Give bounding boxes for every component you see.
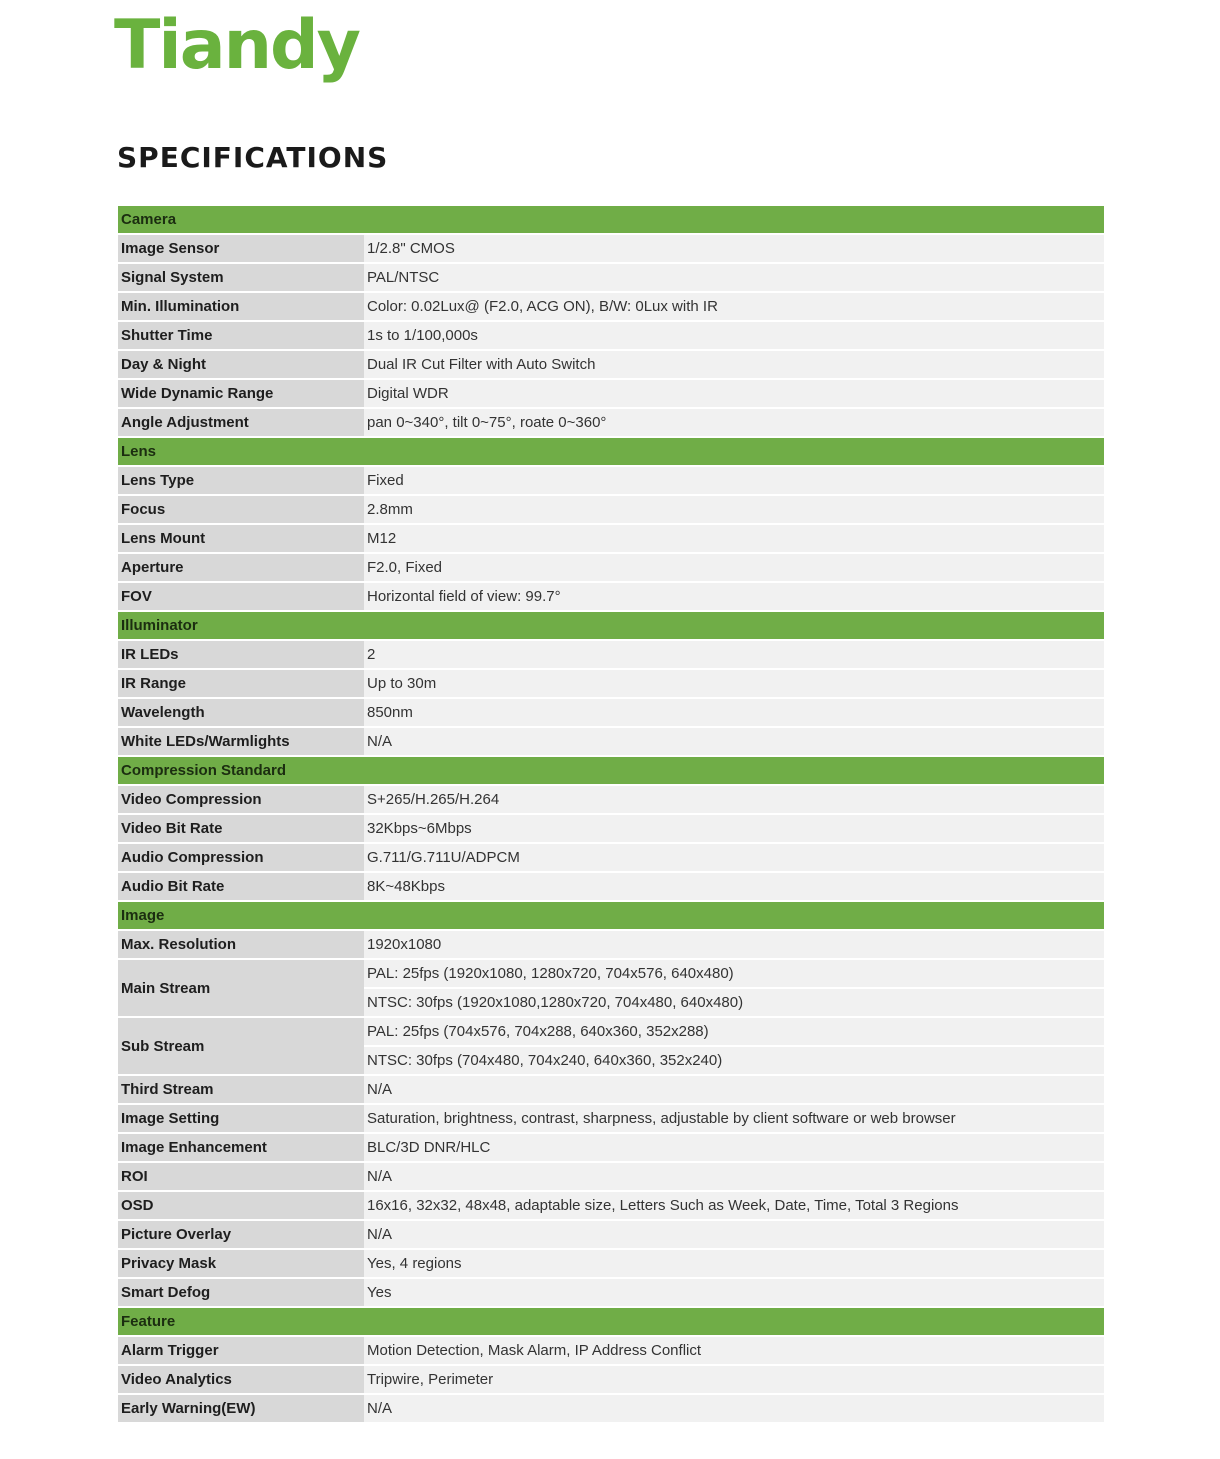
spec-label: Image Enhancement xyxy=(118,1133,364,1162)
spec-value: Up to 30m xyxy=(364,669,1104,698)
section-title: Illuminator xyxy=(118,611,1104,640)
spec-row xyxy=(118,466,1104,495)
spec-label: Day & Night xyxy=(118,350,364,379)
spec-row xyxy=(118,1075,1104,1104)
spec-label: Alarm Trigger xyxy=(118,1336,364,1365)
spec-label: Video Analytics xyxy=(118,1365,364,1394)
spec-label: Video Compression xyxy=(118,785,364,814)
spec-value: 2.8mm xyxy=(364,495,1104,524)
spec-label: Aperture xyxy=(118,553,364,582)
section-title: Compression Standard xyxy=(118,756,1104,785)
spec-value: N/A xyxy=(364,1075,1104,1104)
spec-label: Smart Defog xyxy=(118,1278,364,1307)
spec-row xyxy=(118,524,1104,553)
spec-value: NTSC: 30fps (704x480, 704x240, 640x360, 352x240) xyxy=(364,1046,1104,1075)
spec-row xyxy=(118,930,1104,959)
spec-row xyxy=(118,1191,1104,1220)
spec-value: 850nm xyxy=(364,698,1104,727)
spec-value: N/A xyxy=(364,1220,1104,1249)
section-header xyxy=(118,437,1104,466)
spec-value: 1/2.8" CMOS xyxy=(364,234,1104,263)
spec-value: 16x16, 32x32, 48x48, adaptable size, Letters Such as Week, Date, Time, Total 3 Regions xyxy=(364,1191,1104,1220)
spec-row xyxy=(118,727,1104,756)
spec-row xyxy=(118,1017,1104,1046)
spec-value: 1920x1080 xyxy=(364,930,1104,959)
spec-value: 2 xyxy=(364,640,1104,669)
section-header xyxy=(118,756,1104,785)
spec-row xyxy=(118,1104,1104,1133)
page-title: SPECIFICATIONS xyxy=(117,141,389,174)
spec-row xyxy=(118,1278,1104,1307)
spec-row xyxy=(118,234,1104,263)
spec-label: Shutter Time xyxy=(118,321,364,350)
spec-row xyxy=(118,1394,1104,1423)
spec-label: White LEDs/Warmlights xyxy=(118,727,364,756)
spec-value: pan 0~340°, tilt 0~75°, roate 0~360° xyxy=(364,408,1104,437)
spec-value: Digital WDR xyxy=(364,379,1104,408)
spec-value: PAL/NTSC xyxy=(364,263,1104,292)
spec-label: Audio Compression xyxy=(118,843,364,872)
spec-label: Picture Overlay xyxy=(118,1220,364,1249)
spec-value: Saturation, brightness, contrast, sharpness, adjustable by client software or web browser xyxy=(364,1104,1104,1133)
spec-value: N/A xyxy=(364,1394,1104,1423)
spec-label: Wavelength xyxy=(118,698,364,727)
spec-label: Image Setting xyxy=(118,1104,364,1133)
spec-row xyxy=(118,669,1104,698)
section-header xyxy=(118,206,1104,234)
spec-label: IR Range xyxy=(118,669,364,698)
spec-value: S+265/H.265/H.264 xyxy=(364,785,1104,814)
spec-label: Min. Illumination xyxy=(118,292,364,321)
spec-row xyxy=(118,872,1104,901)
spec-label: IR LEDs xyxy=(118,640,364,669)
spec-value: PAL: 25fps (704x576, 704x288, 640x360, 352x288) xyxy=(364,1017,1104,1046)
spec-label: ROI xyxy=(118,1162,364,1191)
spec-row xyxy=(118,408,1104,437)
spec-value: 1s to 1/100,000s xyxy=(364,321,1104,350)
spec-value: Motion Detection, Mask Alarm, IP Address Conflict xyxy=(364,1336,1104,1365)
spec-label: Audio Bit Rate xyxy=(118,872,364,901)
spec-row xyxy=(118,785,1104,814)
spec-row xyxy=(118,1220,1104,1249)
spec-value: N/A xyxy=(364,1162,1104,1191)
spec-value: Dual IR Cut Filter with Auto Switch xyxy=(364,350,1104,379)
spec-label: Max. Resolution xyxy=(118,930,364,959)
spec-row xyxy=(118,495,1104,524)
spec-row xyxy=(118,553,1104,582)
spec-value: M12 xyxy=(364,524,1104,553)
spec-label: Focus xyxy=(118,495,364,524)
spec-value: Yes xyxy=(364,1278,1104,1307)
spec-row xyxy=(118,321,1104,350)
spec-row xyxy=(118,1336,1104,1365)
spec-row xyxy=(118,814,1104,843)
spec-label: Main Stream xyxy=(118,959,364,1017)
spec-value: Color: 0.02Lux@ (F2.0, ACG ON), B/W: 0Lux with IR xyxy=(364,292,1104,321)
spec-row xyxy=(118,1133,1104,1162)
brand-logo: Tiandy xyxy=(114,6,359,85)
section-title: Feature xyxy=(118,1307,1104,1336)
spec-label: Image Sensor xyxy=(118,234,364,263)
spec-value: BLC/3D DNR/HLC xyxy=(364,1133,1104,1162)
spec-value: Horizontal field of view: 99.7° xyxy=(364,582,1104,611)
spec-row xyxy=(118,582,1104,611)
spec-label: Lens Mount xyxy=(118,524,364,553)
spec-row xyxy=(118,698,1104,727)
spec-label: Third Stream xyxy=(118,1075,364,1104)
spec-value: 8K~48Kbps xyxy=(364,872,1104,901)
spec-value: Fixed xyxy=(364,466,1104,495)
spec-row xyxy=(118,1365,1104,1394)
spec-label: Early Warning(EW) xyxy=(118,1394,364,1423)
spec-row xyxy=(118,1162,1104,1191)
spec-row xyxy=(118,843,1104,872)
section-header xyxy=(118,1307,1104,1336)
spec-value: G.711/G.711U/ADPCM xyxy=(364,843,1104,872)
spec-label: Privacy Mask xyxy=(118,1249,364,1278)
spec-value: NTSC: 30fps (1920x1080,1280x720, 704x480, 640x480) xyxy=(364,988,1104,1017)
spec-label: Lens Type xyxy=(118,466,364,495)
section-title: Image xyxy=(118,901,1104,930)
spec-row xyxy=(118,379,1104,408)
specifications-table xyxy=(118,206,1104,1424)
spec-row xyxy=(118,350,1104,379)
spec-row xyxy=(118,292,1104,321)
spec-label: OSD xyxy=(118,1191,364,1220)
section-header xyxy=(118,901,1104,930)
spec-row xyxy=(118,640,1104,669)
spec-row xyxy=(118,959,1104,988)
spec-label: Signal System xyxy=(118,263,364,292)
spec-label: FOV xyxy=(118,582,364,611)
spec-value: 32Kbps~6Mbps xyxy=(364,814,1104,843)
section-header xyxy=(118,611,1104,640)
section-title: Camera xyxy=(118,206,1104,234)
spec-label: Sub Stream xyxy=(118,1017,364,1075)
spec-value: N/A xyxy=(364,727,1104,756)
spec-value: Tripwire, Perimeter xyxy=(364,1365,1104,1394)
spec-label: Wide Dynamic Range xyxy=(118,379,364,408)
spec-label: Video Bit Rate xyxy=(118,814,364,843)
spec-value: Yes, 4 regions xyxy=(364,1249,1104,1278)
spec-row xyxy=(118,1249,1104,1278)
spec-value: PAL: 25fps (1920x1080, 1280x720, 704x576, 640x480) xyxy=(364,959,1104,988)
spec-value: F2.0, Fixed xyxy=(364,553,1104,582)
section-title: Lens xyxy=(118,437,1104,466)
spec-row xyxy=(118,263,1104,292)
spec-label: Angle Adjustment xyxy=(118,408,364,437)
